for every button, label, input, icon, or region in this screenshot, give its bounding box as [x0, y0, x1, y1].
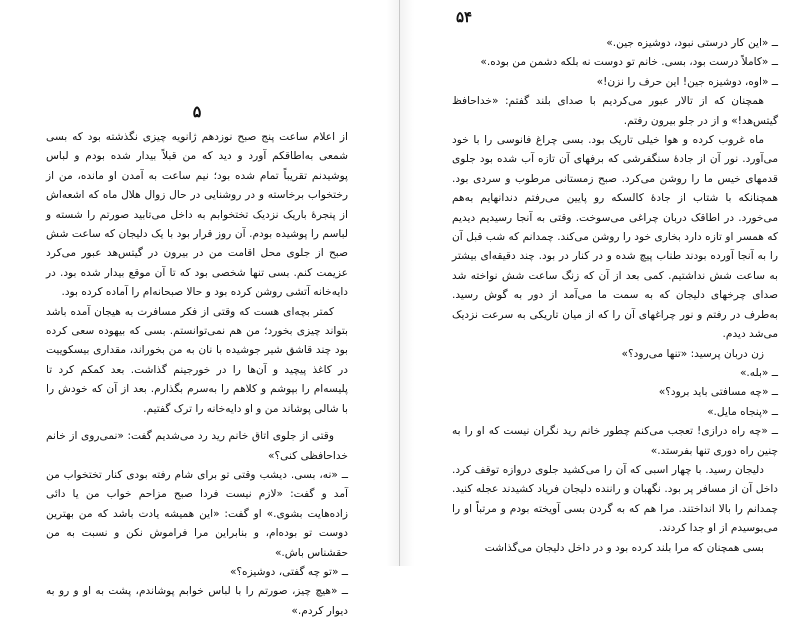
left-page-body: [46, 128, 348, 621]
left-page: [46, 0, 348, 617]
paragraph: از اعلام ساعت پنج صبح نوزدهم ژانویه چیزی نگذشته بود که بسی شمعی به‌اطاقکم آورد و دید که من قبلاً بیدار شده بودم و لباس پوشیدنم تقریباً تمام شده بود؛ نیم ساعت به آمدن او مانده، من از رختخواب برخاسته و در روشنایی در حال زوال هلال ماه که اشعه‌اش از پنجرهٔ باریک نزدیک تختخوابم به داخل می‌تابید صورتم را شسته و لباسم را پوشیده بودم. آن روز قرار بود با یک دلیجان که ساعت شش صبح از جلوی محل اقامت من در بیرون در گیتس‌هد عبور می‌کرد عزیمت کنم. بسی تنها شخصی بود که تا آن موقع بیدار شده بود. در دایه‌خانه آتشی روشن کرده بود و حالا صبحانه‌ام را آماده کرده بود.: [46, 131, 348, 299]
paragraph: همچنان که از تالار عبور می‌کردیم با صدای بلند گفتم: «خداحافظ گیتس‌هد!» و از در جلو بیرون رفتم.: [452, 95, 778, 127]
paragraph: ــ «چه مسافتی باید برود؟»: [658, 386, 778, 399]
book-gutter-shadow: [386, 0, 414, 566]
paragraph: ــ «پنجاه مایل.»: [707, 405, 778, 418]
paragraph: بسی همچنان که مرا بلند کرده بود و در داخل دلیجان می‌گذاشت: [484, 541, 764, 554]
page-number: ۵۴: [456, 8, 473, 26]
book-gutter: [399, 0, 400, 566]
paragraph: ــ «نه، بسی. دیشب وقتی تو برای شام رفته بودی کنار تختخواب من آمد و گفت: «لازم نیست فردا صبح مزاحم خواب من یا دائی زاده‌هایت بشوی.» او گفت: «این همیشه یادت باشد که من بهترین دوست تو بوده‌ام، و بنابراین مرا فراموش نکن و نسبت به من حقشناس باش.»: [46, 468, 348, 559]
paragraph: ماه غروب کرده و هوا خیلی تاریک بود. بسی چراغ فانوسی را با خود می‌آورد. نور آن از جادهٔ سنگفرشی که برفهای آن تازه آب شده بود جلوی قدمهای خیس ما را روشن می‌کرد. صبح زمستانی مرطوب و سردی بود. همچنانکه با شتاب از جادهٔ کالسکه رو پایین می‌رفتم دندانهایم به‌هم می‌خورد. در اطاقک دربان چراغی می‌سوخت. وقتی به آنجا رسیدیم دیدیم که همسر او تازه دارد بخاری خود را روشن می‌کند. چمدانم که شب قبل آن را به آنجا آورده بودند طناب پیچ شده و در کنار در بود. چند دقیقه‌ای بیشتر به ساعت شش نداشتیم. کمی بعد از آن که زنگ ساعت شش نواخته شد صدای چرخهای دلیجان که به سمت ما می‌آمد از دور به گوش رسید. به‌طرف در رفتم و نور چراغهای آن را که از میان تاریکی به سرعت نزدیک می‌شد دیدم.: [452, 134, 778, 341]
paragraph: ــ «بله.»: [739, 366, 778, 379]
paragraph: زن دربان پرسید: «تنها می‌رود؟»: [621, 347, 764, 360]
paragraph: دلیجان رسید. با چهار اسبی که آن را می‌کشید جلوی دروازه توقف کرد. داخل آن از مسافر پر بود. نگهبان و راننده دلیجان فریاد کشیدند عجله کنید. چمدانم را بالا انداختند. مرا هم که به گردن بسی آویخته بودم و مرتباً او را می‌بوسیدم از او جدا کردند.: [452, 463, 778, 535]
paragraph: ــ «کاملاً درست بود، بسی. خانم تو دوست نه بلکه دشمن من بوده.»: [480, 56, 778, 69]
paragraph: ــ «این کار درستی نبود، دوشیزه جین.»: [606, 37, 778, 49]
paragraph: ــ «تو چه گفتی، دوشیزه؟»: [229, 565, 348, 578]
paragraph: وقتی از جلوی اتاق خانم رید رد می‌شدیم گفت: «نمی‌روی از خانم خداحافظی کنی؟»: [46, 430, 348, 462]
paragraph: ــ «اوه، دوشیزه جین! این حرف را نزن!»: [596, 75, 778, 88]
paragraph: ــ «هیچ چیز، صورتم را با لباس خوابم پوشاندم، پشت به او و رو به دیوار کردم.»: [46, 585, 348, 617]
right-page: [452, 0, 778, 566]
chapter-number: ۵: [192, 102, 202, 121]
paragraph: کمتر بچه‌ای هست که وقتی از فکر مسافرت به هیجان آمده باشد بتواند چیزی بخورد؛ من هم نمی‌توانستم. بسی که بیهوده سعی کرده بود چند قاشق شیر جوشیده با نان به من بخوراند، مقداری بیسکوییت در کاغذ پیچید و آن‌ها را در خورجینم گذاشت. بعد کمکم کرد تا پلیسه‌ام را بپوشم و کلاهم را به‌سرم بگذارم. بعد از آن که خودش را با شالی پوشاند من و او دایه‌خانه را ترک گفتیم.: [46, 305, 348, 415]
paragraph: ــ «چه راه درازی! تعجب می‌کنم چطور خانم رید نگران نیست که او را به چنین راه دوری تنها بفرستد.»: [452, 425, 778, 457]
right-page-body: [452, 34, 778, 558]
